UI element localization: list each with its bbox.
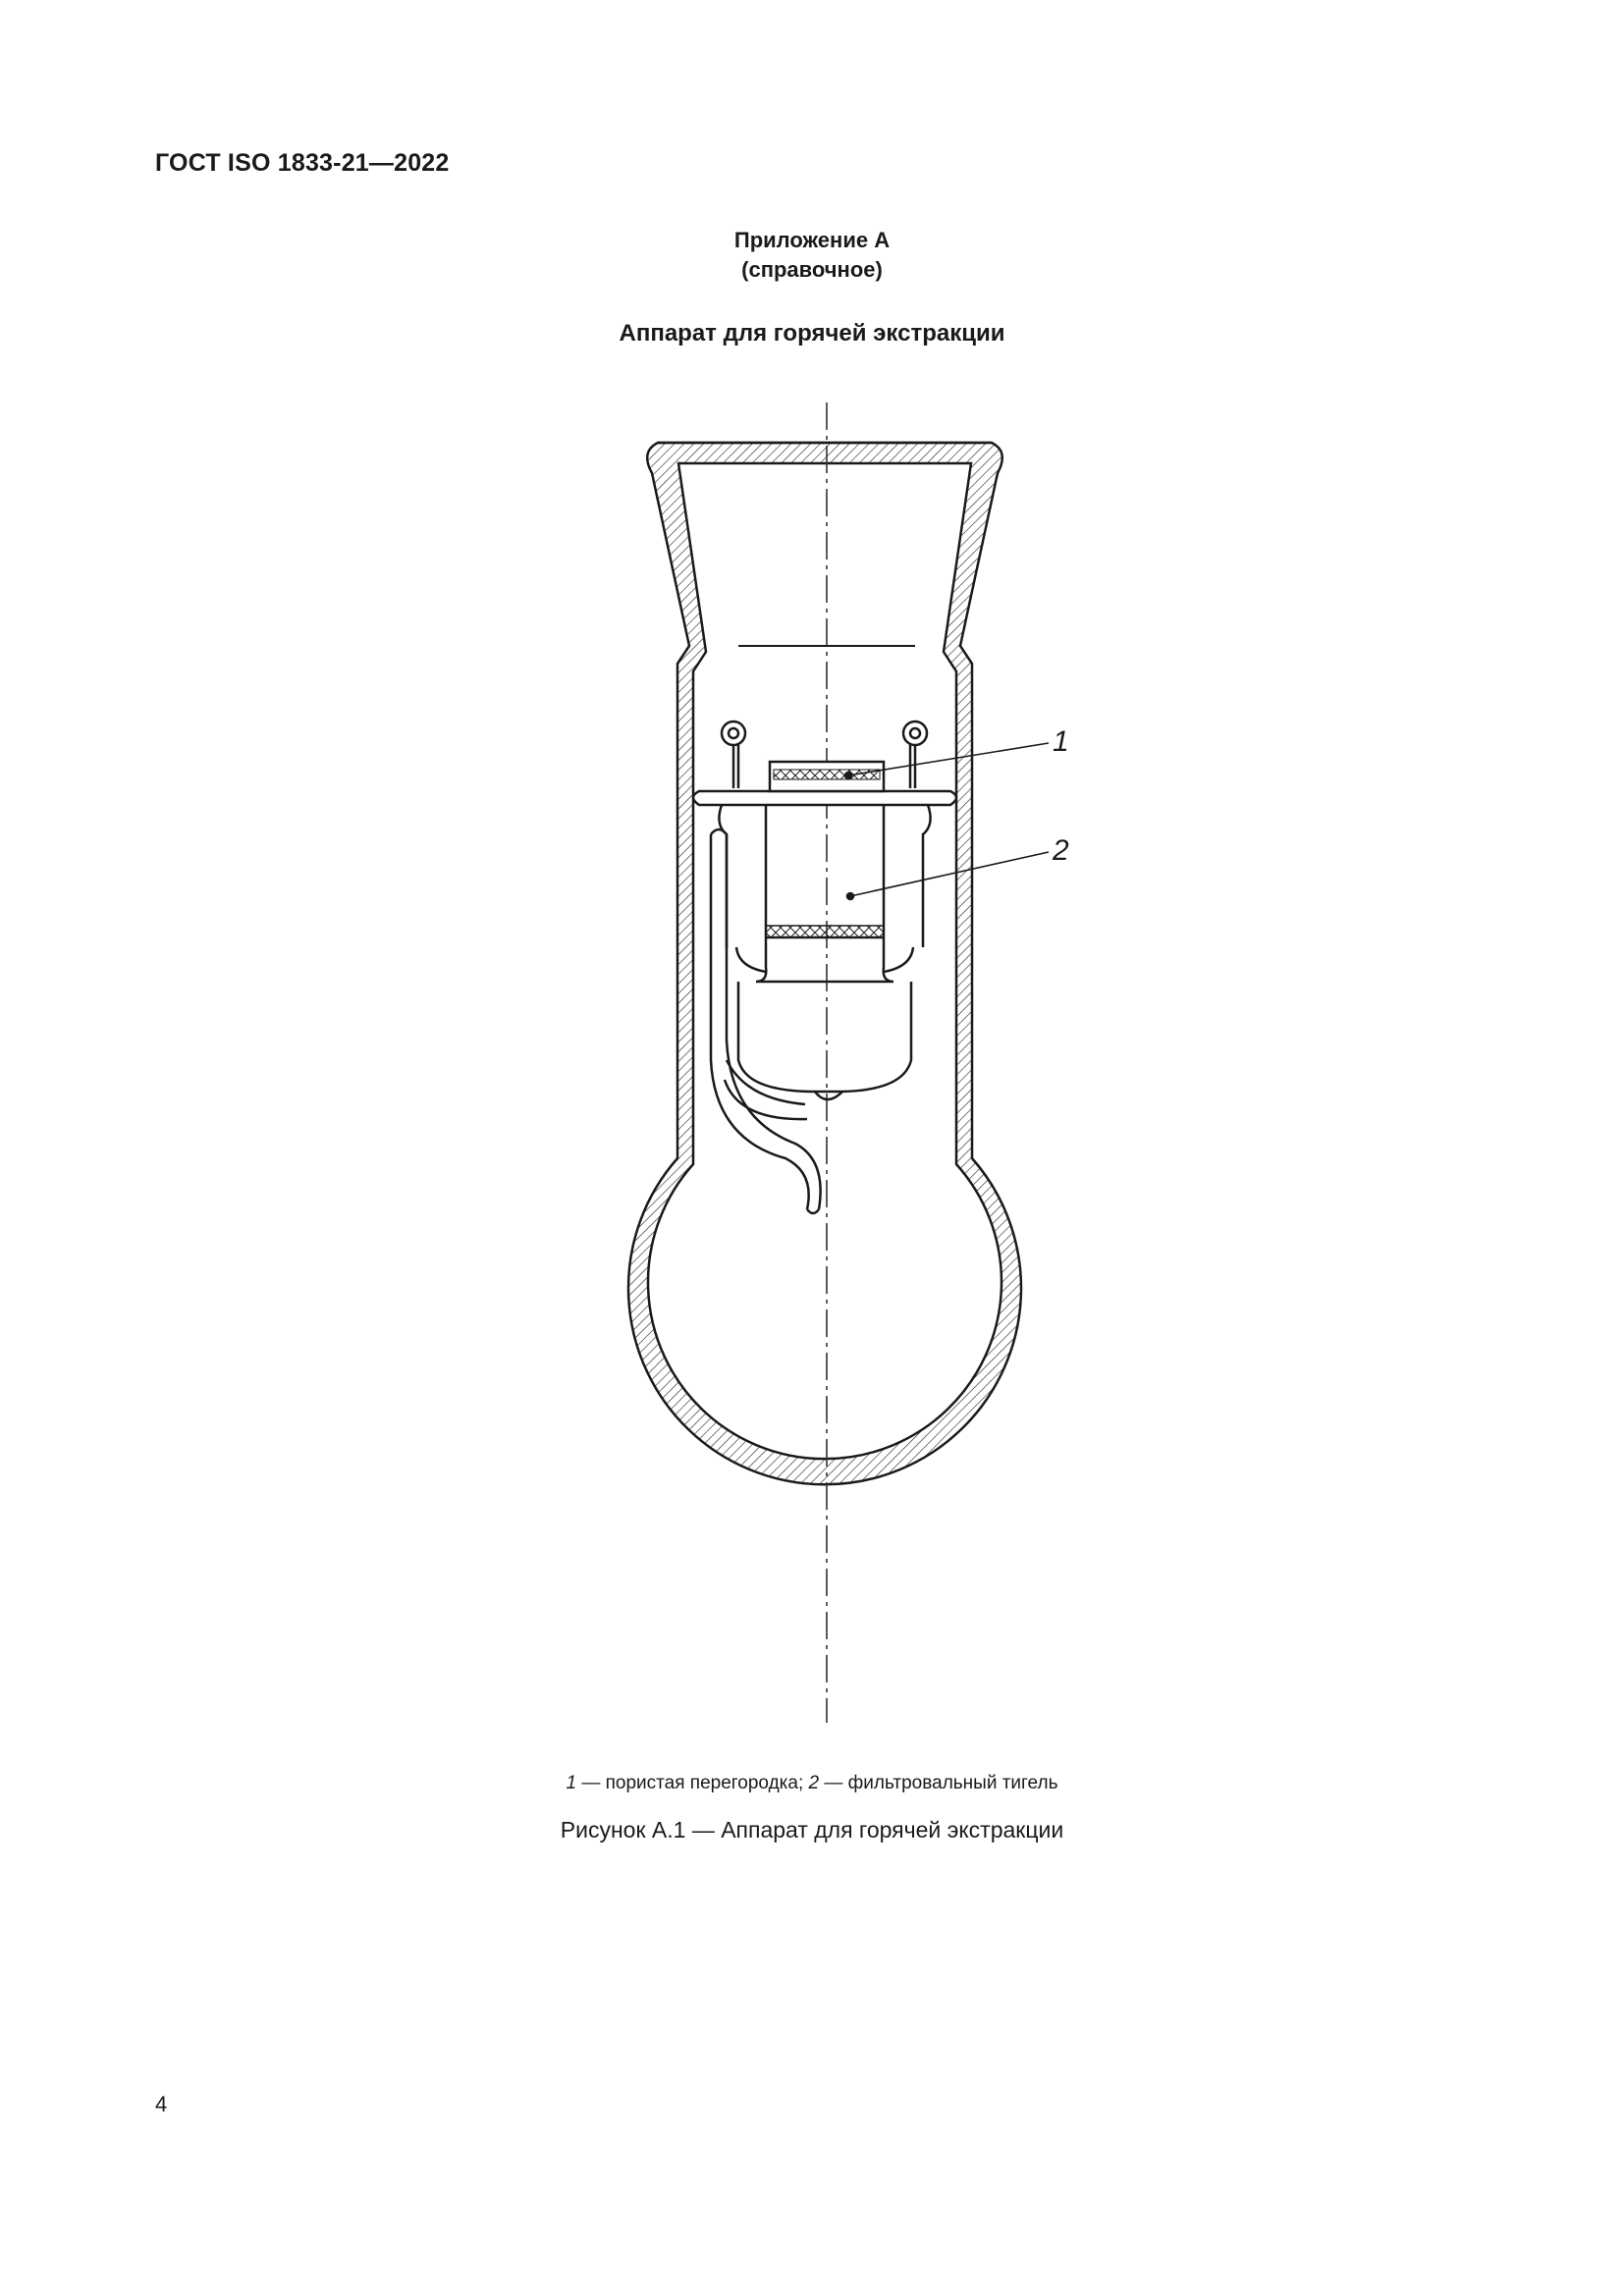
standard-id: ГОСТ ISO 1833-21—2022: [155, 149, 450, 177]
callout-1: 1: [1053, 725, 1069, 758]
figure-caption: Рисунок А.1 — Аппарат для горячей экстракции: [560, 1817, 1064, 1842]
page-number: 4: [155, 2092, 168, 2116]
flask-wall: [628, 443, 1021, 1484]
callout-2: 2: [1053, 834, 1069, 867]
annex-type: (справочное): [741, 257, 883, 282]
legend-item-2-text: — фильтровальный тигель: [819, 1773, 1058, 1793]
legend-item-1-text: — пористая перегородка;: [576, 1773, 809, 1793]
legend-item-2-number: 2: [808, 1773, 820, 1793]
section-title: Аппарат для горячей экстракции: [619, 320, 1005, 347]
support-collar: [693, 791, 956, 947]
filter-crucible: [756, 805, 893, 982]
legend-item-1-number: 1: [566, 1773, 577, 1793]
figure-legend: [0, 1773, 1624, 1794]
annex-title: Приложение А: [733, 228, 891, 252]
receiver-cup: [736, 947, 913, 1099]
